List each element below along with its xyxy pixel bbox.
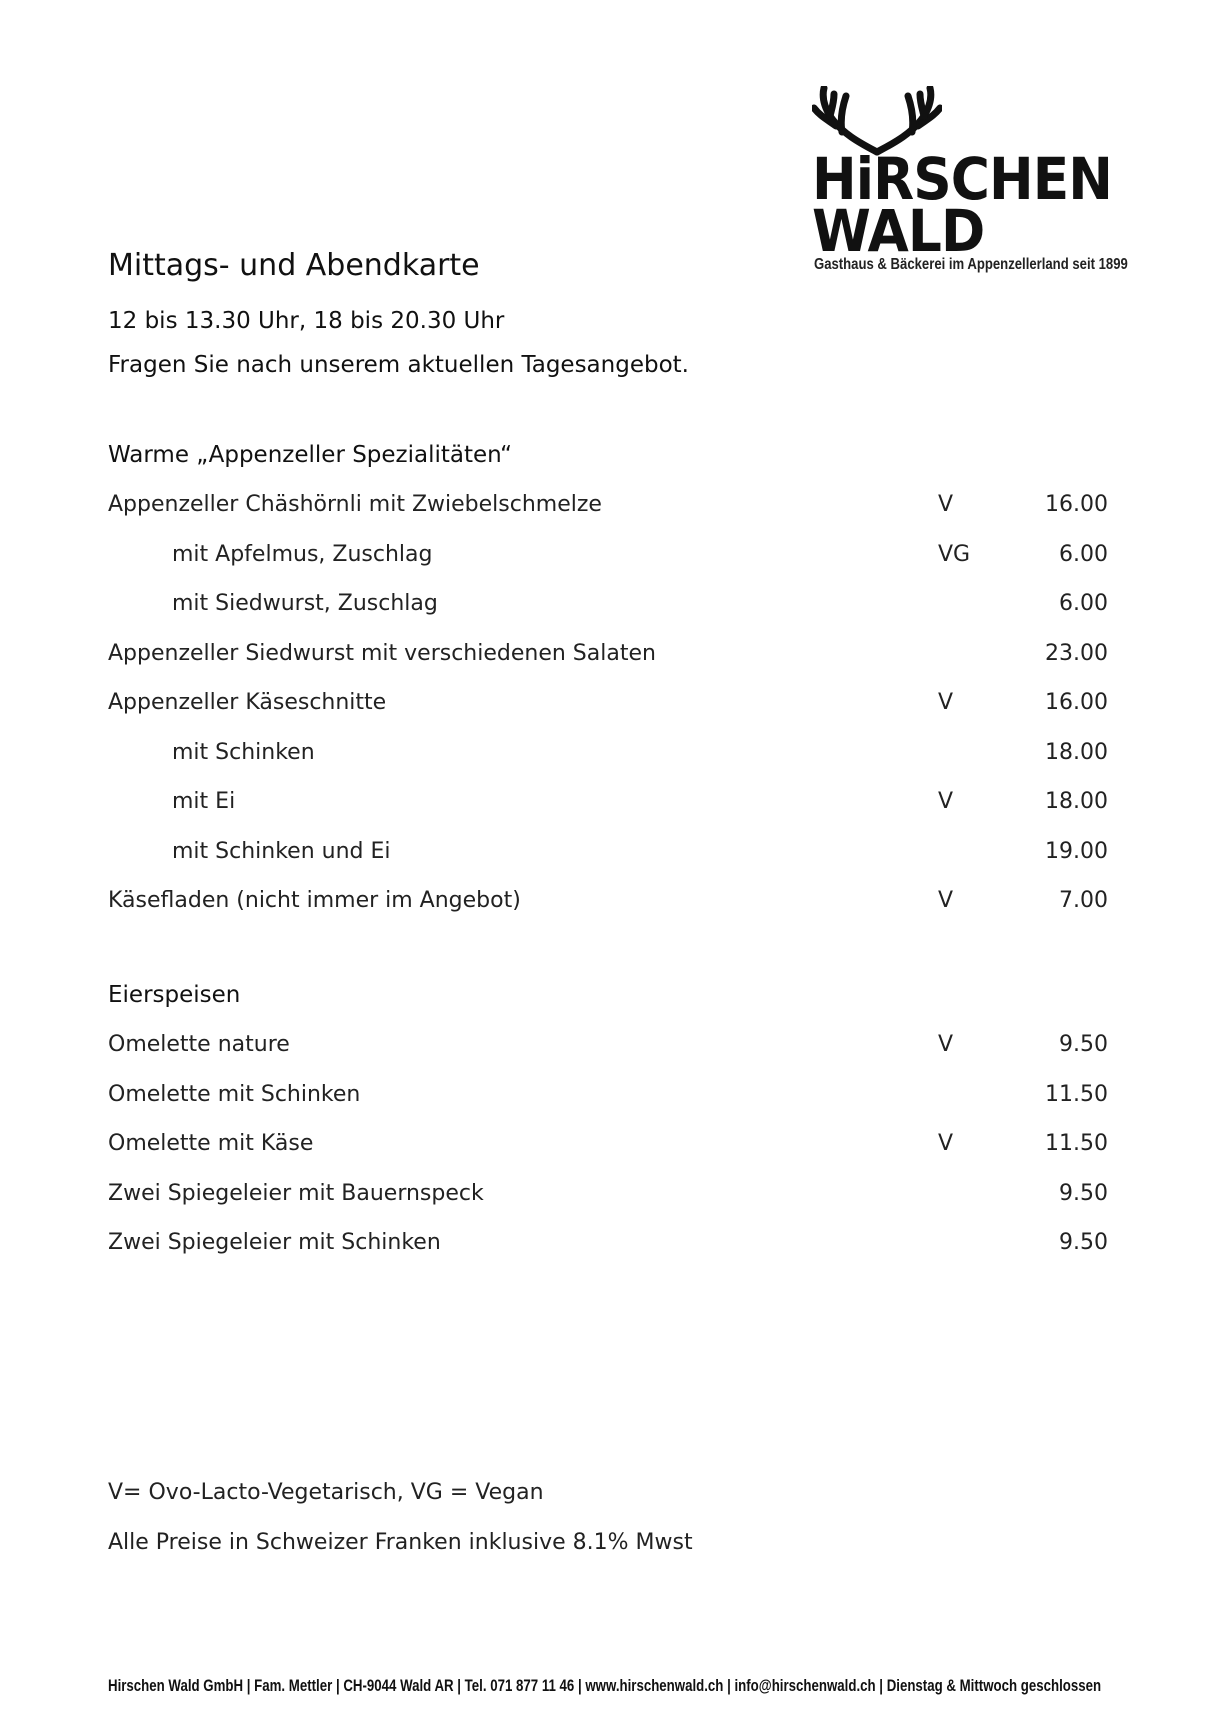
price-note: Alle Preise in Schweizer Franken inklusive 8.1% Mwst [108,1530,693,1555]
item-diet-tag: VG [938,541,971,567]
footer-contact: Hirschen Wald GmbH | Fam. Mettler | CH-9044 Wald AR | Tel. 071 877 11 46 | www.hirschenwald.ch | info@hirschenwald.ch | Dienstag & Mittwoch geschlossen [108,1676,1102,1695]
item-name: Omelette mit Käse [108,1131,314,1156]
menu-item [108,1119,1108,1169]
item-name: mit Apfelmus, Zuschlag [172,541,433,567]
item-price: 6.00 [1059,591,1108,616]
item-name: Zwei Spiegeleier mit Bauernspeck [108,1180,484,1206]
section-title: Warme „Appenzeller Spezialitäten“ [108,442,512,468]
item-price: 9.50 [1059,1032,1108,1057]
menu-item [108,530,1108,580]
logo-wordmark-hirschen: HiRSCHEN [812,145,1113,213]
item-diet-tag: V [938,690,954,715]
item-name: mit Schinken [172,739,315,765]
item-diet-tag: V [938,492,954,517]
item-name: mit Schinken und Ei [172,838,391,864]
item-name: Omelette nature [108,1032,290,1057]
item-price: 9.50 [1059,1180,1108,1206]
section-title: Eierspeisen [108,982,241,1008]
item-name: mit Ei [172,789,236,814]
section-egg-dishes [108,970,1108,1268]
item-price: 16.00 [1045,492,1108,517]
item-price: 19.00 [1045,838,1108,864]
item-diet-tag: V [938,1032,954,1057]
item-name: Käsefladen (nicht immer im Angebot) [108,888,521,913]
item-price: 7.00 [1059,888,1108,913]
logo [812,86,1142,276]
menu-item [108,480,1108,530]
menu-item [108,629,1108,679]
menu-item [108,1169,1108,1219]
item-price: 16.00 [1045,690,1108,715]
menu-item [108,579,1108,629]
menu-item [108,678,1108,728]
logo-wordmark-wald: WALD [812,197,985,265]
item-price: 11.50 [1045,1131,1108,1156]
item-price: 18.00 [1045,739,1108,765]
opening-hours: 12 bis 13.30 Uhr, 18 bis 20.30 Uhr [108,308,505,334]
menu-item [108,777,1108,827]
item-name: mit Siedwurst, Zuschlag [172,591,438,616]
item-name: Omelette mit Schinken [108,1081,361,1107]
section-warm-specialties [108,430,1108,926]
item-price: 18.00 [1045,789,1108,814]
item-diet-tag: V [938,1131,954,1156]
logo-tagline: Gasthaus & Bäckerei im Appenzellerland seit 1899 [814,256,1128,273]
item-price: 9.50 [1059,1230,1108,1255]
item-name: Zwei Spiegeleier mit Schinken [108,1230,441,1255]
menu-item [108,728,1108,778]
menu-item [108,1070,1108,1120]
item-price: 6.00 [1059,541,1108,567]
page-title: Mittags- und Abendkarte [108,248,480,283]
item-name: Appenzeller Siedwurst mit verschiedenen Salaten [108,640,656,666]
item-price: 11.50 [1045,1081,1108,1107]
diet-legend: V= Ovo-Lacto-Vegetarisch, VG = Vegan [108,1480,544,1505]
item-price: 23.00 [1045,640,1108,666]
menu-item [108,876,1108,926]
legend [108,1468,693,1568]
item-name: Appenzeller Chäshörnli mit Zwiebelschmelze [108,492,602,517]
daily-offer-note: Fragen Sie nach unserem aktuellen Tagesangebot. [108,352,689,378]
menu-item [108,827,1108,877]
item-name: Appenzeller Käseschnitte [108,690,387,715]
menu-item [108,1218,1108,1268]
item-diet-tag: V [938,789,954,814]
item-diet-tag: V [938,888,954,913]
menu-item [108,1020,1108,1070]
